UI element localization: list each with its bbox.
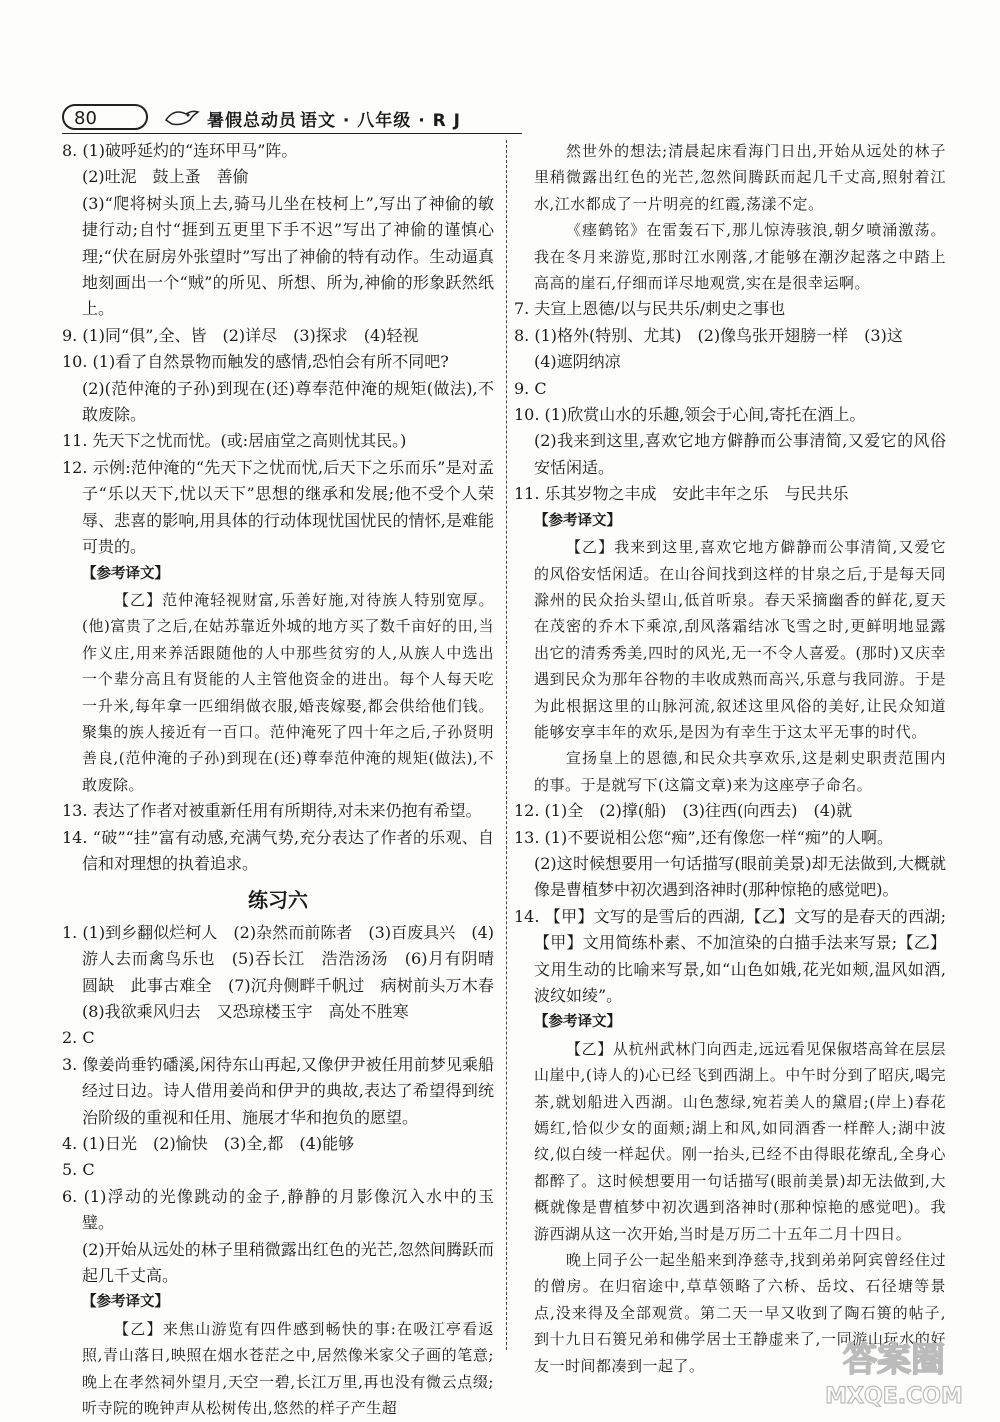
answer-paragraph: 14. “破”“挂”富有动感,充满气势,充分表达了作者的乐观、自信和对理想的执着追求。 <box>62 827 494 873</box>
answer-paragraph: 3. 像姜尚垂钓磻溪,闲待东山再起,又像伊尹被任用前梦见乘船经过日边。诗人借用姜尚和伊尹的典故,表达了希望得到统治阶级的重视和任用、施展才华和抱负的愿望。 <box>62 1054 494 1127</box>
answer-paragraph: 10. (1)欣赏山水的乐趣,领会于心间,寄托在酒上。 <box>514 405 866 425</box>
answer-paragraph: 2. C <box>62 1028 95 1048</box>
answer-paragraph: 4. (1)日光 (2)愉快 (3)全,都 (4)能够 <box>62 1134 355 1154</box>
mascot-bird-icon <box>162 104 202 130</box>
answer-paragraph: (2)吐泥 鼓上蚤 善偷 <box>82 167 249 187</box>
answer-paragraph: 7. 夫宣上恩德/以与民共乐/刺史之事也 <box>514 299 786 319</box>
answer-paragraph: (3)“爬将树头顶上去,骑马儿坐在枝柯上”,写出了神偷的敏捷行动;自忖“捱到五更里下手不迟”写出了神偷的谨慎心理;“伏在厨房外张望时”写出了神偷的特有动作。生动逼真地刻画出一个“贼”的所见、所想、所为,神偷的形象跃然纸上。 <box>82 193 494 319</box>
answer-paragraph: 9. C <box>514 378 547 398</box>
section-heading: 练习六 <box>248 888 308 913</box>
reference-heading: 【参考译文】 <box>534 512 621 529</box>
answer-paragraph: 1. (1)到乡翻似烂柯人 (2)杂然而前陈者 (3)百废具兴 (4)游人去而禽鸟乐也 (5)吞长江 浩浩汤汤 (6)月有阴晴圆缺 此事古难全 (7)沉舟侧畔千帆过 病树前头万木春 (8)我欲乘风归去 又恐琼楼玉宇 高处不胜寒 <box>62 922 511 1021</box>
answer-paragraph: 9. (1)同“俱”,全、皆 (2)详尽 (3)探求 (4)轻视 <box>62 325 419 345</box>
answer-paragraph: 《瘗鹤铭》在雷轰石下,那儿惊涛骇浪,朝夕喷涌激荡。我在冬月来游览,那时江水刚落,才能够在潮汐起落之中踏上高高的崖石,仔细而详尽地观赏,实在是很幸运啊。 <box>534 221 946 293</box>
answer-paragraph: 6. (1)浮动的光像跳动的金子,静静的月影像沉入水中的玉璧。 <box>62 1186 494 1233</box>
answer-paragraph: 13. (1)不要说相公您“痴”,还有像您一样“痴”的人啊。 <box>514 827 894 847</box>
answer-paragraph: 【乙】我来到这里,喜欢它地方僻静而公事清简,又爱它的风俗安恬闲适。在山谷间找到这样的甘泉之后,于是每天同滁州的民众抬头望山,低首听泉。春天采摘幽香的鲜花,夏天在茂密的乔木下乘凉,刮风落霜结冰飞雪之时,更鲜明地显露出它的清秀秀美,四时的风光,无一不令人喜爱。(那时)又庆幸遇到民众为那年谷物的丰收成熟而高兴,乐意与我同游。于是为此根据这里的山脉河流,叙述这里风俗的美好,让民众知道能够安享丰年的欢乐,是因为有幸生于这太平无事的时代。 <box>534 538 946 741</box>
answer-paragraph: 12. 示例:范仲淹的“先天下之忧而忧,后天下之乐而乐”是对孟子“乐以天下,忧以天下”思想的继承和发展;他不受个人荣辱、悲喜的影响,用具体的行动体现忧国忧民的情怀,是难能可贵的。 <box>62 457 494 557</box>
answer-paragraph: 8. (1)破呼延灼的“连环甲马”阵。 <box>62 141 298 160</box>
answer-paragraph: 晚上同子公一起坐船来到净慈寺,找到弟弟阿宾曾经住过的僧房。在归宿途中,草草领略了六桥、岳坟、石径塘等景点,没来得及全部观赏。第二天一早又收到了陶石篑的帖子,到十九日石篑兄弟和佛学居士王静虚来了,一同游山玩水的好友一时间都凑到一起了。 <box>534 1251 946 1375</box>
answer-paragraph: 【乙】范仲淹轻视财富,乐善好施,对待族人特别宽厚。(他)富贵了之后,在姑苏靠近外城的地方买了数千亩好的田,当作义庄,用来养活跟随他的人中那些贫穷的人,从族人中选出一个辈分高且有贤能的人主管他资金的进出。每个人每天吃一升米,每年拿一匹细绢做衣服,婚丧嫁娶,都会供给他们钱。聚集的族人接近有一百口。范仲淹死了四十年之后,子孙贤明善良,(范仲淹的子孙)到现在(还)尊奉范仲淹的规矩(做法),不敢废除。 <box>82 590 494 794</box>
brand-title: 暑假总动员 <box>207 111 297 131</box>
right-column <box>514 138 946 1379</box>
answer-paragraph: (2)这时候想要用一句话描写(眼前美景)却无法做到,大概就像是曹植梦中初次遇到洛神时(那种惊艳的感觉吧)。 <box>534 853 946 900</box>
answer-paragraph: 11. 乐其岁物之丰成 安此丰年之乐 与民共乐 <box>514 484 849 504</box>
header-rule <box>62 133 522 134</box>
reference-heading: 【参考译文】 <box>534 1014 621 1031</box>
page-number: 80 <box>62 104 148 130</box>
column-divider <box>506 140 507 1350</box>
svg-text:MXQE.COM: MXQE.COM <box>825 1384 963 1409</box>
answer-paragraph: 宣扬皇上的恩德,和民众共享欢乐,这是刺史职责范围内的事。于是就写下(这篇文章)来为这座亭子命名。 <box>534 749 946 794</box>
answer-paragraph: 【乙】从杭州武林门向西走,远远看见保俶塔高耸在层层山崖中,(诗人的)心已经飞到西湖上。中午时分到了昭庆,喝完茶,就划船进入西湖。山色葱绿,宛若美人的黛眉;(岸上)春花嫣红,恰似少女的面颊;湖上和风,如同酒香一样醉人;湖中波纹,似白绫一样起伏。刚一抬头,已经不由得眼花缭乱,全身心都醉了。这时候想要用一句话描写(眼前美景)却无法做到,大概就像是曹植梦中初次遇到洛神时(那种惊艳的感觉吧)。我游西湖从这一次开始,当时是万历二十五年二月十四日。 <box>534 1039 946 1243</box>
answer-paragraph: 13. 表达了作者对被重新任用有所期待,对未来仍抱有希望。 <box>62 801 482 821</box>
svg-text:答案圈: 答案圈 <box>843 1340 945 1380</box>
answer-paragraph: 12. (1)全 (2)撑(船) (3)往西(向西去) (4)就 <box>514 801 853 821</box>
answer-paragraph: (4)遮阴纳凉 <box>534 352 621 372</box>
answer-paragraph: 5. C <box>62 1160 95 1180</box>
subject-label: 语文 · 八年级 · R J <box>300 111 461 131</box>
answer-paragraph: 14. 【甲】文写的是雪后的西湖,【乙】文写的是春天的西湖;【甲】文用简练朴素、不加渲染的白描手法来写景;【乙】文用生动的比喻来写景,如“山色如娥,花光如颊,温风如酒,波纹如绫”。 <box>514 906 946 1005</box>
answer-paragraph: 10. (1)看了自然景物而触发的感情,恐怕会有所不同吧? <box>62 352 449 372</box>
watermark-logo <box>794 1331 994 1411</box>
reference-heading: 【参考译文】 <box>82 565 169 582</box>
reference-heading: 【参考译文】 <box>82 1294 169 1311</box>
answer-paragraph: (2)(范仲淹的子孙)到现在(还)尊奉范仲淹的规矩(做法),不敢废除。 <box>82 378 494 425</box>
answer-paragraph: 11. 先天下之忧而忧。(或:居庙堂之高则忧其民。) <box>62 431 407 451</box>
answer-paragraph: 8. (1)格外(特别、尤其) (2)像鸟张开翅膀一样 (3)这 <box>514 325 903 345</box>
answer-paragraph: (2)我来到这里,喜欢它地方僻静而公事清简,又爱它的风俗安恬闲适。 <box>534 431 946 477</box>
answer-paragraph: 然世外的想法;清晨起床看海门日出,开始从远处的林子里稍微露出红色的光芒,忽然间腾跃而起几千丈高,照射着江水,江水都成了一片明亮的红霞,荡漾不定。 <box>534 142 946 213</box>
answer-paragraph: 【乙】来焦山游览有四件感到畅快的事:在吸江亭看返照,青山落日,映照在烟水苍茫之中,居然像米家父子画的笔意;晚上在孝然祠外望月,天空一碧,长江万里,再也没有微云点缀;听寺院的晚钟声从松树传出,悠然的样子产生超 <box>82 1319 494 1418</box>
left-column <box>62 138 511 1422</box>
answer-paragraph: (2)开始从远处的林子里稍微露出红色的光芒,忽然间腾跃而起几千丈高。 <box>82 1239 494 1286</box>
page-header <box>62 104 522 134</box>
